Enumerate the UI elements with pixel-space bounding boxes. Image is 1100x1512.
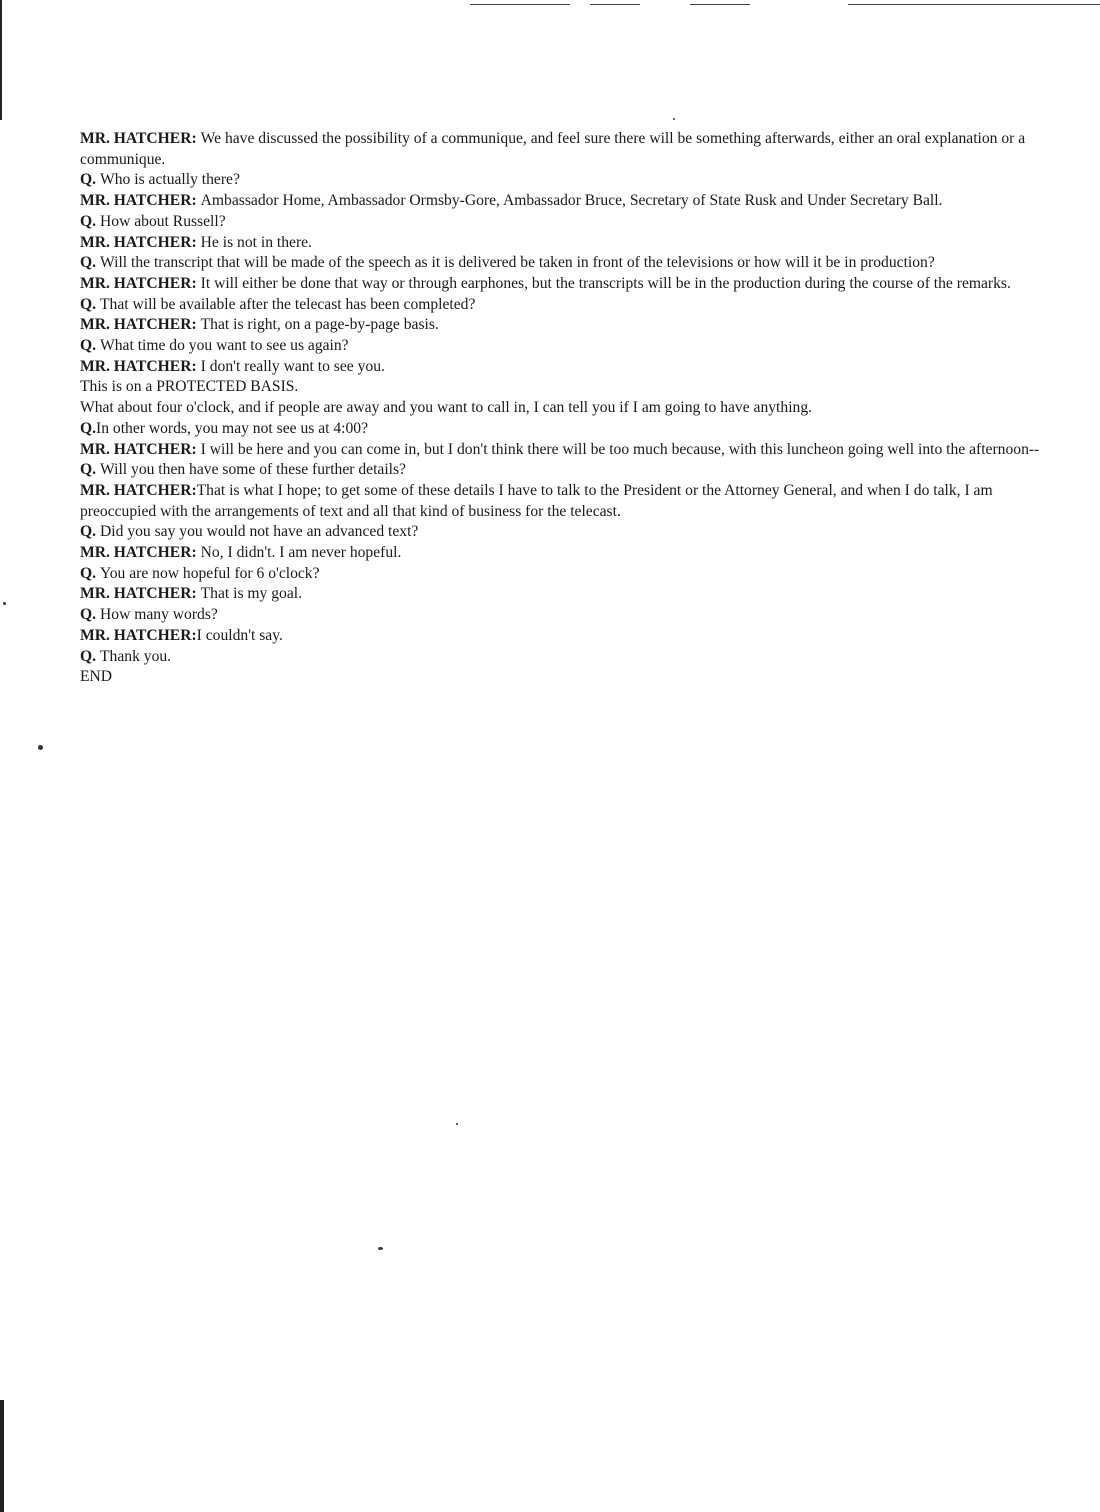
- speaker-label: Q.: [80, 295, 97, 313]
- line-text: We have discussed the possibility of a communique, and feel sure there will be something afterwards, either an oral explanation or a communique.: [80, 130, 1026, 168]
- line-text: That is my goal.: [200, 585, 303, 603]
- scan-rule: [848, 4, 1100, 5]
- speaker-label: MR. HATCHER:: [80, 274, 197, 292]
- speaker-label: Q.: [80, 337, 97, 355]
- speaker-label: Q.: [80, 523, 97, 541]
- speaker-label: Q.: [80, 647, 97, 665]
- scan-edge: [0, 1400, 4, 1512]
- transcript-line: [80, 543, 1040, 564]
- line-text: END: [80, 668, 113, 686]
- transcript-line: [80, 336, 1040, 357]
- line-text: You are now hopeful for 6 o'clock?: [100, 564, 320, 582]
- speaker-label: MR. HATCHER:: [80, 585, 197, 603]
- scan-speck: [378, 1247, 383, 1250]
- transcript-line: [80, 295, 1040, 316]
- speaker-label: Q.: [80, 419, 97, 437]
- speaker-label: MR. HATCHER:: [80, 357, 197, 375]
- speaker-label: Q.: [80, 212, 97, 230]
- line-text: No, I didn't. I am never hopeful.: [200, 544, 402, 562]
- speaker-label: MR. HATCHER:: [80, 481, 197, 499]
- line-text: It will either be done that way or through earphones, but the transcripts will be in the production during the course of the remarks.: [200, 274, 1011, 292]
- speaker-label: Q.: [80, 606, 97, 624]
- transcript-line: [80, 191, 1040, 212]
- line-text: Ambassador Home, Ambassador Ormsby-Gore, Ambassador Bruce, Secretary of State Rusk and Under Secretary Ball.: [200, 192, 943, 210]
- line-text: That is what I hope; to get some of these details I have to talk to the President or the Attorney General, and when I do talk, I am preoccupied with the arrangements of text and all that kind of business for the telecast.: [80, 481, 993, 520]
- speaker-label: MR. HATCHER:: [80, 544, 197, 562]
- line-text: I will be here and you can come in, but I don't think there will be too much because, with this luncheon going well into the afternoon--: [200, 440, 1040, 458]
- transcript-line: [80, 274, 1040, 295]
- transcript-line: [80, 605, 1040, 626]
- speaker-label: MR. HATCHER:: [80, 626, 197, 644]
- line-text: Will you then have some of these further details?: [100, 461, 406, 479]
- line-text: Who is actually there?: [100, 171, 240, 189]
- transcript-line: [80, 626, 1040, 647]
- scan-rule: [690, 4, 750, 5]
- speaker-label: MR. HATCHER:: [80, 233, 197, 251]
- transcript-line: [80, 398, 1040, 419]
- transcript-line: [80, 253, 1040, 274]
- line-text: I couldn't say.: [196, 626, 283, 644]
- transcript-end: [80, 667, 1040, 688]
- scan-speck: [673, 118, 675, 120]
- scan-speck: [456, 1123, 458, 1125]
- line-text: Thank you.: [100, 647, 172, 665]
- transcript-line: [80, 315, 1040, 336]
- line-text: I don't really want to see you.: [200, 357, 385, 375]
- line-text: Will the transcript that will be made of the speech as it is delivered be taken in front of the televisions or how will it be in production?: [100, 254, 935, 272]
- speaker-label: Q.: [80, 171, 97, 189]
- scan-edge: [0, 0, 2, 120]
- transcript-line: [80, 564, 1040, 585]
- transcript-line: [80, 647, 1040, 668]
- speaker-label: MR. HATCHER:: [80, 130, 197, 147]
- speaker-label: Q.: [80, 564, 97, 582]
- line-text: What about four o'clock, and if people are away and you want to call in, I can tell you if I am going to have anything.: [80, 399, 813, 417]
- transcript-line: [80, 129, 1040, 170]
- scan-rule: [590, 4, 640, 5]
- transcript-line: [80, 460, 1040, 481]
- line-text: What time do you want to see us again?: [100, 337, 349, 355]
- transcript-line: [80, 481, 1040, 522]
- scan-speck: [38, 745, 43, 750]
- speaker-label: MR. HATCHER:: [80, 316, 197, 334]
- scan-speck: [3, 602, 6, 605]
- transcript-line: [80, 377, 1040, 398]
- transcript-line: [80, 584, 1040, 605]
- speaker-label: Q.: [80, 461, 97, 479]
- transcript-line: [80, 212, 1040, 233]
- line-text: This is on a PROTECTED BASIS.: [80, 378, 299, 396]
- transcript-line: [80, 357, 1040, 378]
- line-text: He is not in there.: [200, 233, 312, 251]
- transcript-line: [80, 170, 1040, 191]
- line-text: How about Russell?: [100, 212, 226, 230]
- transcript-line: [80, 440, 1040, 461]
- line-text: Did you say you would not have an advanced text?: [100, 523, 419, 541]
- line-text: How many words?: [100, 606, 218, 624]
- transcript-body: [80, 129, 1040, 688]
- transcript-line: [80, 419, 1040, 440]
- speaker-label: Q.: [80, 254, 97, 272]
- transcript-line: [80, 233, 1040, 254]
- speaker-label: MR. HATCHER:: [80, 440, 197, 458]
- line-text: That will be available after the telecast has been completed?: [100, 295, 476, 313]
- speaker-label: MR. HATCHER:: [80, 192, 197, 210]
- transcript-line: [80, 522, 1040, 543]
- line-text: In other words, you may not see us at 4:00?: [96, 419, 369, 437]
- scan-rule: [470, 4, 570, 5]
- line-text: That is right, on a page-by-page basis.: [200, 316, 439, 334]
